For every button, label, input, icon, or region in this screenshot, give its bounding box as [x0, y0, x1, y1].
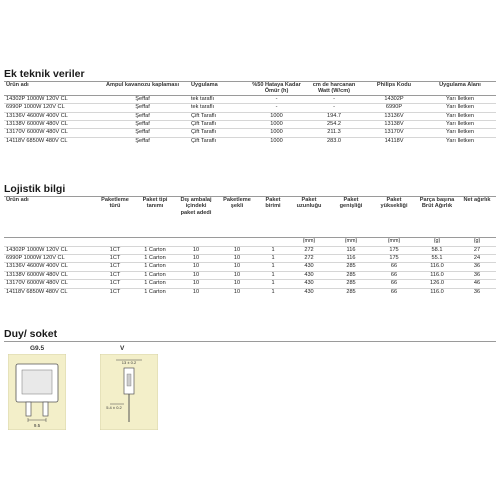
table-cell: 10	[176, 263, 216, 271]
table-cell: 254.2	[304, 121, 364, 129]
log-unit: (mm)	[302, 237, 316, 244]
socket-v-dim-side: 5.4 ± 0.2	[106, 405, 122, 410]
table-cell: 14118V	[364, 137, 424, 145]
socket-v-svg	[100, 354, 158, 430]
table-cell: 116	[330, 254, 372, 262]
table-cell: 14302P	[364, 95, 424, 103]
table-cell: Şeffaf	[96, 121, 189, 129]
table-cell: -	[304, 104, 364, 112]
table-row	[4, 271, 496, 279]
table-cell: 285	[330, 288, 372, 296]
table-row	[4, 121, 496, 129]
table-cell: Çift Taraflı	[189, 137, 249, 145]
table-cell: 10	[216, 254, 258, 262]
table-cell: 58.1	[416, 246, 458, 254]
table-cell: 14118V 6850W 480V CL	[4, 137, 96, 145]
table-cell: Şeffaf	[96, 95, 189, 103]
log-unit: (mm)	[344, 237, 358, 244]
table-cell: 13136V 4600W 400V CL	[4, 263, 96, 271]
tech-table-body	[4, 95, 496, 145]
socket-label-g95: G9.5	[30, 345, 45, 352]
table-cell: 194.7	[304, 112, 364, 120]
table-cell: Yarı İletken	[424, 112, 496, 120]
socket-v-dim-top: 13 ± 0.2	[121, 360, 137, 365]
table-cell: 36	[458, 263, 496, 271]
table-cell: 13136V 4600W 400V CL	[4, 112, 96, 120]
table-cell: Şeffaf	[96, 137, 189, 145]
table-cell: tek taraflı	[189, 95, 249, 103]
socket-g95-drawing	[8, 354, 66, 430]
table-row	[4, 263, 496, 271]
table-cell: Şeffaf	[96, 104, 189, 112]
log-unit	[176, 237, 216, 246]
table-cell: Çift Taraflı	[189, 121, 249, 129]
tech-col-application: Uygulama	[189, 82, 249, 95]
table-cell: 13136V	[364, 112, 424, 120]
logistics-units-row	[4, 237, 496, 246]
log-unit: (mm)	[387, 237, 401, 244]
log-unit	[258, 237, 288, 246]
logistics-section-title: Lojistik bilgi	[4, 183, 66, 195]
table-cell: 1	[258, 246, 288, 254]
table-cell: 126.0	[416, 280, 458, 288]
table-cell: 1 Carton	[134, 246, 176, 254]
table-cell: 211.3	[304, 129, 364, 137]
table-cell: 1CT	[96, 254, 134, 262]
tech-col-life: %50 Hataya Kadar Ömür (h)	[249, 82, 304, 95]
log-unit	[4, 237, 96, 246]
table-cell: 14118V 6850W 480V CL	[4, 288, 96, 296]
table-cell: Yarı İletken	[424, 121, 496, 129]
table-cell: 55.1	[416, 254, 458, 262]
log-col-gross-weight: Parça başına Brüt Ağırlık	[416, 197, 458, 237]
logistics-header-row	[4, 197, 496, 237]
tech-section-title: Ek teknik veriler	[4, 68, 85, 80]
table-cell: 430	[288, 288, 330, 296]
table-row	[4, 104, 496, 112]
tech-col-coating: Ampul kavanozu kaplaması	[96, 82, 189, 95]
table-cell: 175	[372, 246, 416, 254]
table-cell: 10	[176, 288, 216, 296]
tech-col-watt-cm: cm de harcanan Watt (W/cm)	[304, 82, 364, 95]
table-cell: 10	[216, 246, 258, 254]
table-cell: 10	[216, 280, 258, 288]
table-row	[4, 280, 496, 288]
socket-g95-svg	[8, 354, 66, 430]
tech-header-row	[4, 82, 496, 95]
table-cell: 430	[288, 263, 330, 271]
table-cell: 1CT	[96, 263, 134, 271]
table-cell: 13138V	[364, 121, 424, 129]
table-cell: 1	[258, 271, 288, 279]
table-cell: 66	[372, 263, 416, 271]
table-cell: 1CT	[96, 288, 134, 296]
table-cell: tek taraflı	[189, 104, 249, 112]
table-cell: Çift Taraflı	[189, 129, 249, 137]
table-cell: 1CT	[96, 271, 134, 279]
logistics-table	[4, 197, 496, 296]
table-cell: 1	[258, 288, 288, 296]
table-cell: 272	[288, 254, 330, 262]
table-cell: 1 Carton	[134, 271, 176, 279]
table-cell: 6990P 1000W 120V CL	[4, 104, 96, 112]
tech-table	[4, 82, 496, 145]
log-col-pack-type: Paketleme türü	[96, 197, 134, 237]
table-cell: 10	[216, 263, 258, 271]
table-cell: 24	[458, 254, 496, 262]
table-cell: 1 Carton	[134, 263, 176, 271]
log-unit: (g)	[433, 237, 441, 244]
table-cell: 10	[176, 246, 216, 254]
table-row	[4, 129, 496, 137]
table-cell: 430	[288, 280, 330, 288]
table-cell: 116.0	[416, 263, 458, 271]
tech-col-product: Ürün adı	[4, 82, 96, 95]
socket-title-rule	[4, 341, 496, 342]
table-cell: 10	[176, 254, 216, 262]
table-cell: 285	[330, 280, 372, 288]
table-cell: 430	[288, 271, 330, 279]
log-col-pack-form: Paketleme şekli	[216, 197, 258, 237]
table-cell: Şeffaf	[96, 129, 189, 137]
table-cell: 175	[372, 254, 416, 262]
table-cell: Yarı İletken	[424, 104, 496, 112]
table-cell: 1 Carton	[134, 288, 176, 296]
table-row	[4, 95, 496, 103]
table-cell: 272	[288, 246, 330, 254]
log-col-pack-unit: Paket birimi	[258, 197, 288, 237]
table-cell: 36	[458, 288, 496, 296]
table-cell: 13138V 6000W 480V CL	[4, 271, 96, 279]
table-cell: 13138V 6000W 480V CL	[4, 121, 96, 129]
table-cell: 1	[258, 280, 288, 288]
table-cell: Yarı İletken	[424, 95, 496, 103]
table-cell: 13170V 6000W 480V CL	[4, 129, 96, 137]
table-cell: 6990P	[364, 104, 424, 112]
log-col-net-weight: Net ağırlık	[458, 197, 496, 237]
table-cell: 285	[330, 271, 372, 279]
log-col-length: Paket uzunluğu	[288, 197, 330, 237]
table-cell: 1000	[249, 129, 304, 137]
log-col-pack-desc: Paket tipi tanımı	[134, 197, 176, 237]
table-row	[4, 254, 496, 262]
log-col-product: Ürün adı	[4, 197, 96, 237]
table-cell: 283.0	[304, 137, 364, 145]
table-cell: -	[249, 104, 304, 112]
log-col-outer-count: Dış ambalaj içindeki paket adedi	[176, 197, 216, 237]
table-cell: 1	[258, 263, 288, 271]
log-col-height: Paket yüksekliği	[372, 197, 416, 237]
table-cell: 1 Carton	[134, 280, 176, 288]
table-cell: 13170V	[364, 129, 424, 137]
table-cell: Çift Taraflı	[189, 112, 249, 120]
table-cell: 1 Carton	[134, 254, 176, 262]
table-cell: 10	[176, 271, 216, 279]
table-cell: 27	[458, 246, 496, 254]
table-cell: 1000	[249, 112, 304, 120]
table-cell: 10	[176, 280, 216, 288]
log-unit: (g)	[473, 237, 481, 244]
socket-v-drawing	[100, 354, 158, 430]
table-cell: 13170V 6000W 480V CL	[4, 280, 96, 288]
table-cell: 1	[258, 254, 288, 262]
table-cell: 116.0	[416, 271, 458, 279]
table-cell: 1CT	[96, 246, 134, 254]
table-cell: 285	[330, 263, 372, 271]
table-cell: 10	[216, 271, 258, 279]
table-cell: 1CT	[96, 280, 134, 288]
table-cell: -	[304, 95, 364, 103]
table-cell: 66	[372, 280, 416, 288]
table-cell: 116	[330, 246, 372, 254]
table-cell: Şeffaf	[96, 112, 189, 120]
socket-label-v: V	[120, 345, 125, 352]
table-cell: Yarı İletken	[424, 137, 496, 145]
log-unit	[216, 237, 258, 246]
table-cell: 66	[372, 271, 416, 279]
table-cell: 10	[216, 288, 258, 296]
table-cell: 14302P 1000W 120V CL	[4, 95, 96, 103]
socket-g95-dim: 9.5	[33, 423, 41, 428]
tech-col-philips-code: Philips Kodu	[364, 82, 424, 95]
table-row	[4, 288, 496, 296]
socket-section-title: Duy/ soket	[4, 328, 58, 340]
table-cell: 66	[372, 288, 416, 296]
tech-col-application-area: Uygulama Alanı	[424, 82, 496, 95]
table-cell: 1000	[249, 121, 304, 129]
table-cell: 36	[458, 271, 496, 279]
table-row	[4, 112, 496, 120]
table-cell: 14302P 1000W 120V CL	[4, 246, 96, 254]
log-unit	[96, 237, 134, 246]
table-row	[4, 137, 496, 145]
table-cell: Yarı İletken	[424, 129, 496, 137]
table-cell: 46	[458, 280, 496, 288]
table-cell: 6990P 1000W 120V CL	[4, 254, 96, 262]
logistics-table-body	[4, 246, 496, 296]
log-unit	[134, 237, 176, 246]
table-cell: -	[249, 95, 304, 103]
log-col-width: Paket genişliği	[330, 197, 372, 237]
table-row	[4, 246, 496, 254]
table-cell: 116.0	[416, 288, 458, 296]
table-cell: 1000	[249, 137, 304, 145]
